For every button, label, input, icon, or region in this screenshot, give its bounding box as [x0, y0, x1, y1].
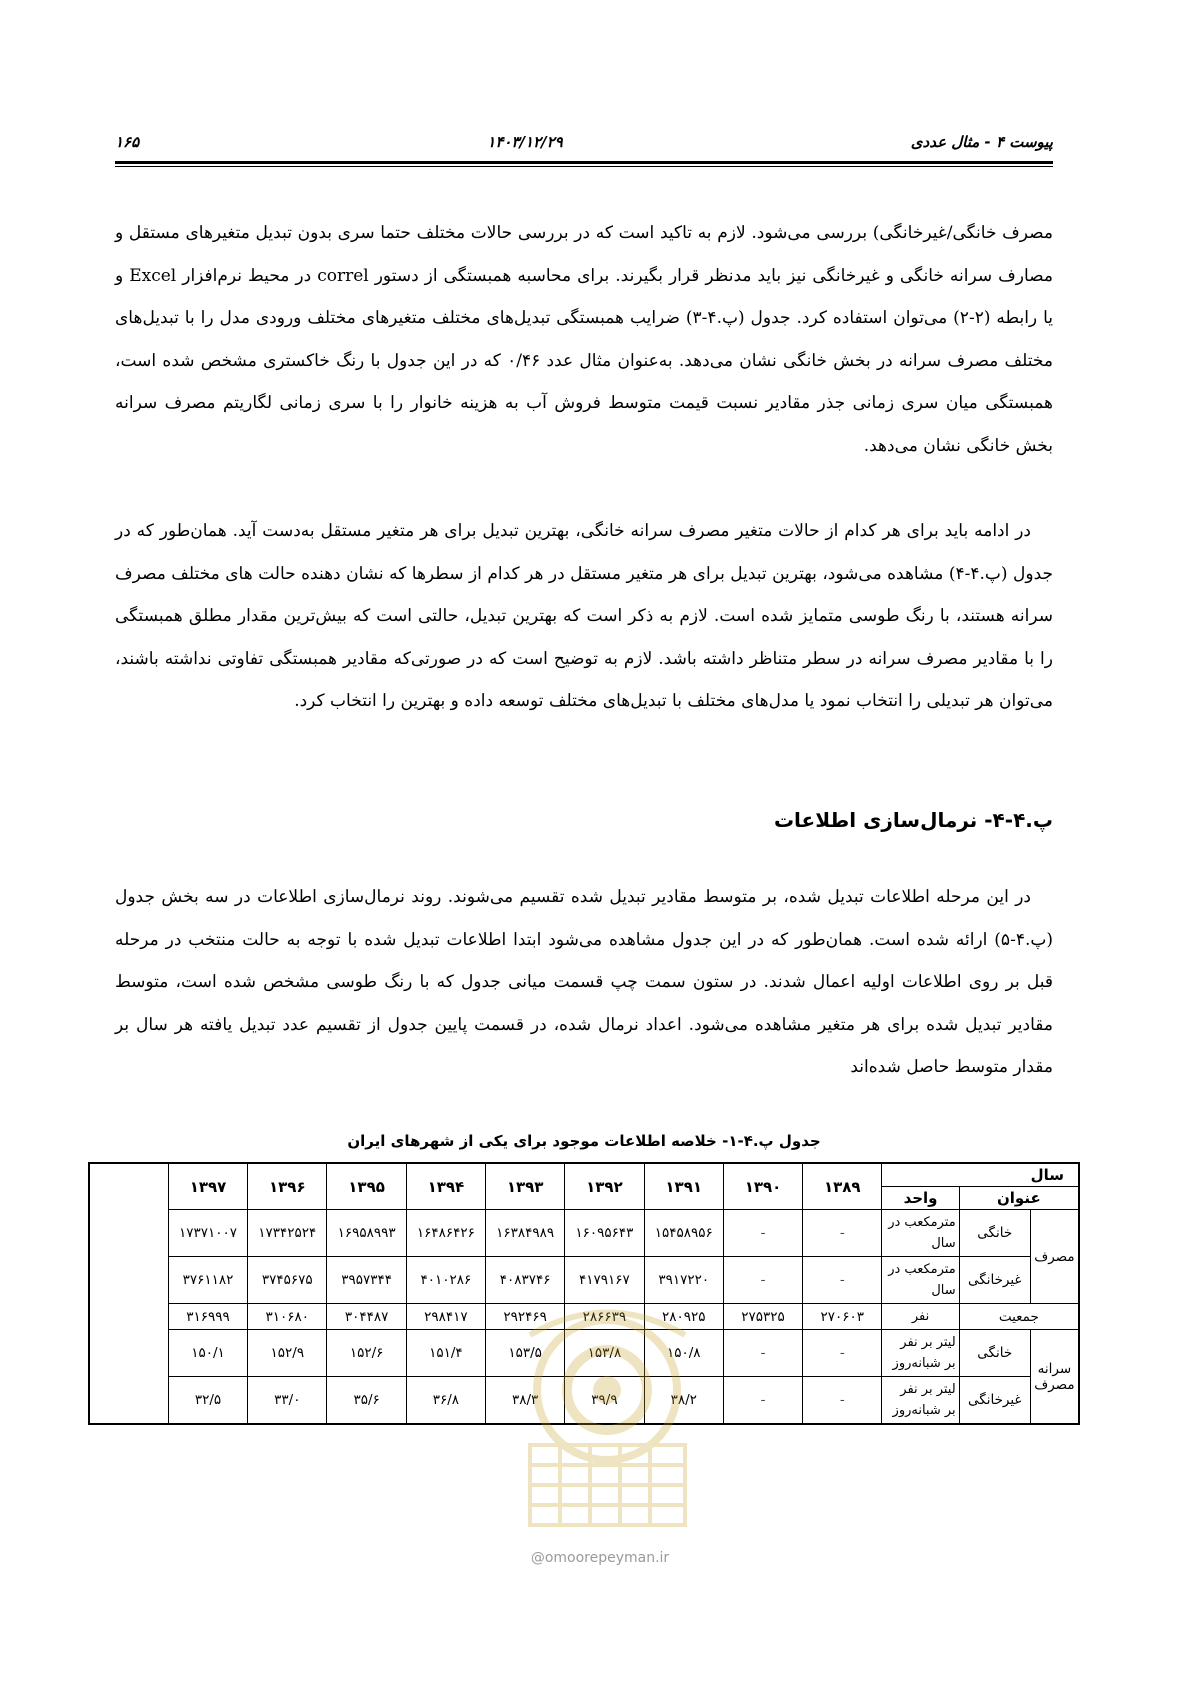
table-cell: ۱۵۳/۸: [565, 1330, 644, 1377]
table-cell: ۳۸/۳: [486, 1377, 565, 1425]
section-heading: پ.۴-۴- نرمال‌سازی اطلاعات: [773, 808, 1053, 832]
year-cell: ۱۳۹۶: [248, 1163, 327, 1210]
paragraph-normalization: در این مرحله اطلاعات تبدیل شده، بر متوسط مقادیر تبدیل شده تقسیم می‌شوند. روند نرمال‌سازی اطلاعات در سه بخش جدول (پ.۴-۵) ارائه شده است. همان‌طور که در این جدول مشاهده می‌شود ابتدا اطلاعات تبدیل شده با توجه به حالت منتخب در مرحله قبل بر روی اطلاعات اولیه اعمال شدند. در ستون سمت چپ قسمت میانی جدول که با رنگ طوسی مشخص شده است، متوسط مقادیر تبدیل شده برای هر متغیر مشاهده می‌شود. اعداد نرمال شده، در قسمت پایین جدول از تقسیم عدد تبدیل یافته هر سال بر مقدار متوسط حاصل شده‌اند: [115, 887, 1053, 1077]
table-cell: ۳۱۰۶۸۰: [248, 1304, 327, 1330]
table-cell: ۲۸۶۶۳۹: [565, 1304, 644, 1330]
table-cell: ۱۶۰۹۵۶۴۳: [565, 1210, 644, 1257]
row-unit: نفر: [882, 1304, 959, 1330]
row-sub-label: غیرخانگی: [959, 1257, 1030, 1304]
table-row: [89, 1257, 1079, 1304]
header-date: ۱۴۰۳/۱۲/۲۹: [487, 133, 563, 151]
unit-header: واحد: [882, 1187, 959, 1210]
table-cell: ۲۷۵۳۲۵: [723, 1304, 802, 1330]
watermark-url: @omoorepeyman.ir: [530, 1550, 670, 1566]
table-cell: ۳۹۱۷۲۲۰: [644, 1257, 723, 1304]
table-cell: ۱۵۲/۶: [327, 1330, 406, 1377]
table-cell: -: [803, 1377, 882, 1425]
year-cell: ۱۳۹۷: [168, 1163, 247, 1210]
table-cell: ۴۱۷۹۱۶۷: [565, 1257, 644, 1304]
table-cell: ۲۹۸۴۱۷: [406, 1304, 485, 1330]
table-cell: ۳۲/۵: [168, 1377, 247, 1425]
table-cell: -: [723, 1330, 802, 1377]
table-cell: ۳۱۶۹۹۹: [168, 1304, 247, 1330]
table-cell: ۳۶/۸: [406, 1377, 485, 1425]
table-cell: -: [803, 1257, 882, 1304]
header-rule-thick: [115, 161, 1053, 164]
table-cell: ۱۵۴۵۸۹۵۶: [644, 1210, 723, 1257]
year-cell: ۱۳۹۰: [723, 1163, 802, 1210]
year-cell: ۱۳۹۱: [644, 1163, 723, 1210]
table-row: [89, 1377, 1079, 1425]
table-cell: ۱۶۴۸۶۴۲۶: [406, 1210, 485, 1257]
table-cell: ۳۹/۹: [565, 1377, 644, 1425]
table-cell: -: [723, 1210, 802, 1257]
row-sub-label: خانگی: [959, 1330, 1030, 1377]
table-cell: ۱۵۰/۸: [644, 1330, 723, 1377]
title-header: عنوان: [959, 1187, 1079, 1210]
group-label-consumption: مصرف: [1030, 1210, 1079, 1304]
table-row: [89, 1210, 1079, 1257]
group-label-population: جمعیت: [959, 1304, 1079, 1330]
page-header: [115, 128, 1053, 156]
header-rule-thin: [115, 166, 1053, 167]
table-cell: ۱۷۳۴۲۵۲۴: [248, 1210, 327, 1257]
table-row: [89, 1304, 1079, 1330]
table-header-row-1: [89, 1163, 1079, 1187]
table-cell: -: [723, 1377, 802, 1425]
table-cell: ۱۵۱/۴: [406, 1330, 485, 1377]
year-cell: ۱۳۹۴: [406, 1163, 485, 1210]
row-unit: لیتر بر نفر بر شبانه‌روز: [882, 1377, 959, 1425]
table-cell: ۳۷۴۵۶۷۵: [248, 1257, 327, 1304]
table-cell: ۳۷۶۱۱۸۲: [168, 1257, 247, 1304]
year-cell: ۱۳۹۵: [327, 1163, 406, 1210]
table-cell: -: [803, 1330, 882, 1377]
year-cell: ۱۳۹۳: [486, 1163, 565, 1210]
table-cell: ۳۰۴۴۸۷: [327, 1304, 406, 1330]
paragraph-correlation: مصرف خانگی/غیرخانگی) بررسی می‌شود. لازم به تاکید است که در بررسی حالات مختلف حتما سری بدون تبدیل متغیرهای مستقل و مصارف سرانه خانگی و غیرخانگی نیز باید مدنظر قرار بگیرند. برای محاسبه همبستگی از دستور correl در محیط نرم‌افزار Excel و یا رابطه (۲-۲) می‌توان استفاده کرد. جدول (پ.۴-۳) ضرایب همبستگی تبدیل‌های مختلف متغیرهای مختلف ورودی مدل را با تبدیل‌های مختلف مصرف سرانه در بخش خانگی نشان می‌دهد. به‌عنوان مثال عدد ۰/۴۶ که در این جدول با رنگ خاکستری مشخص شده است، همبستگی میان سری زمانی جذر مقادیر نسبت قیمت متوسط فروش آب به هزینه خانوار را با سری زمانی لگاریتم مصرف سرانه بخش خانگی نشان می‌دهد.: [115, 223, 1054, 456]
table-caption: جدول پ.۴-۱- خلاصه اطلاعات موجود برای یکی از شهرهای ایران: [347, 1132, 821, 1150]
paragraph-best-transform: در ادامه باید برای هر کدام از حالات متغیر مصرف سرانه خانگی، بهترین تبدیل برای هر متغیر مستقل به‌دست آید. همان‌طور که در جدول (پ.۴-۴) مشاهده می‌شود، بهترین تبدیل برای هر متغیر مستقل در هر کدام از سطرها که نشان دهنده حالت های مختلف مصرف سرانه هستند، با رنگ طوسی متمایز شده است. لازم به ذکر است که بهترین تبدیل، حالتی است که بیش‌ترین مقدار مطلق همبستگی را با مقادیر مصرف سرانه در سطر متناظر داشته باشد. لازم به توضیح است که در صورتی‌که مقادیر همبستگی تفاوتی نداشته باشند، می‌توان هر تبدیلی را انتخاب نمود یا مدل‌های مختلف با تبدیل‌های مختلف توسعه داده و بهترین را انتخاب کرد.: [115, 521, 1054, 711]
table-cell: ۳۹۵۷۳۴۴: [327, 1257, 406, 1304]
row-unit: مترمکعب در سال: [882, 1257, 959, 1304]
table-cell: ۱۵۲/۹: [248, 1330, 327, 1377]
table-cell: ۲۸۰۹۲۵: [644, 1304, 723, 1330]
row-unit: مترمکعب در سال: [882, 1210, 959, 1257]
table-cell: ۱۵۳/۵: [486, 1330, 565, 1377]
year-cell: ۱۳۸۹: [803, 1163, 882, 1210]
table-cell: ۳۳/۰: [248, 1377, 327, 1425]
city-data-table: [88, 1162, 1080, 1425]
table-cell: -: [803, 1210, 882, 1257]
table-row: [89, 1330, 1079, 1377]
table-cell: ۳۵/۶: [327, 1377, 406, 1425]
row-sub-label: خانگی: [959, 1210, 1030, 1257]
table-cell: -: [723, 1257, 802, 1304]
page-number: ۱۶۵: [115, 133, 140, 151]
table-cell: ۳۸/۲: [644, 1377, 723, 1425]
table-cell: ۱۵۰/۱: [168, 1330, 247, 1377]
table-cell: ۱۶۹۵۸۹۹۳: [327, 1210, 406, 1257]
table-cell: ۴۰۱۰۲۸۶: [406, 1257, 485, 1304]
table-cell: ۲۹۲۴۶۹: [486, 1304, 565, 1330]
table-cell: ۴۰۸۳۷۴۶: [486, 1257, 565, 1304]
row-sub-label: غیرخانگی: [959, 1377, 1030, 1425]
row-unit: لیتر بر نفر بر شبانه‌روز: [882, 1330, 959, 1377]
header-section-title: پیوست ۴ - مثال عددی: [910, 133, 1053, 151]
table-cell: ۱۷۳۷۱۰۰۷: [168, 1210, 247, 1257]
year-cell: ۱۳۹۲: [565, 1163, 644, 1210]
table-cell: ۱۶۳۸۴۹۸۹: [486, 1210, 565, 1257]
table-cell: ۲۷۰۶۰۳: [803, 1304, 882, 1330]
year-header: سال: [882, 1163, 1079, 1187]
group-label-per-capita: سرانه مصرف: [1030, 1330, 1079, 1425]
